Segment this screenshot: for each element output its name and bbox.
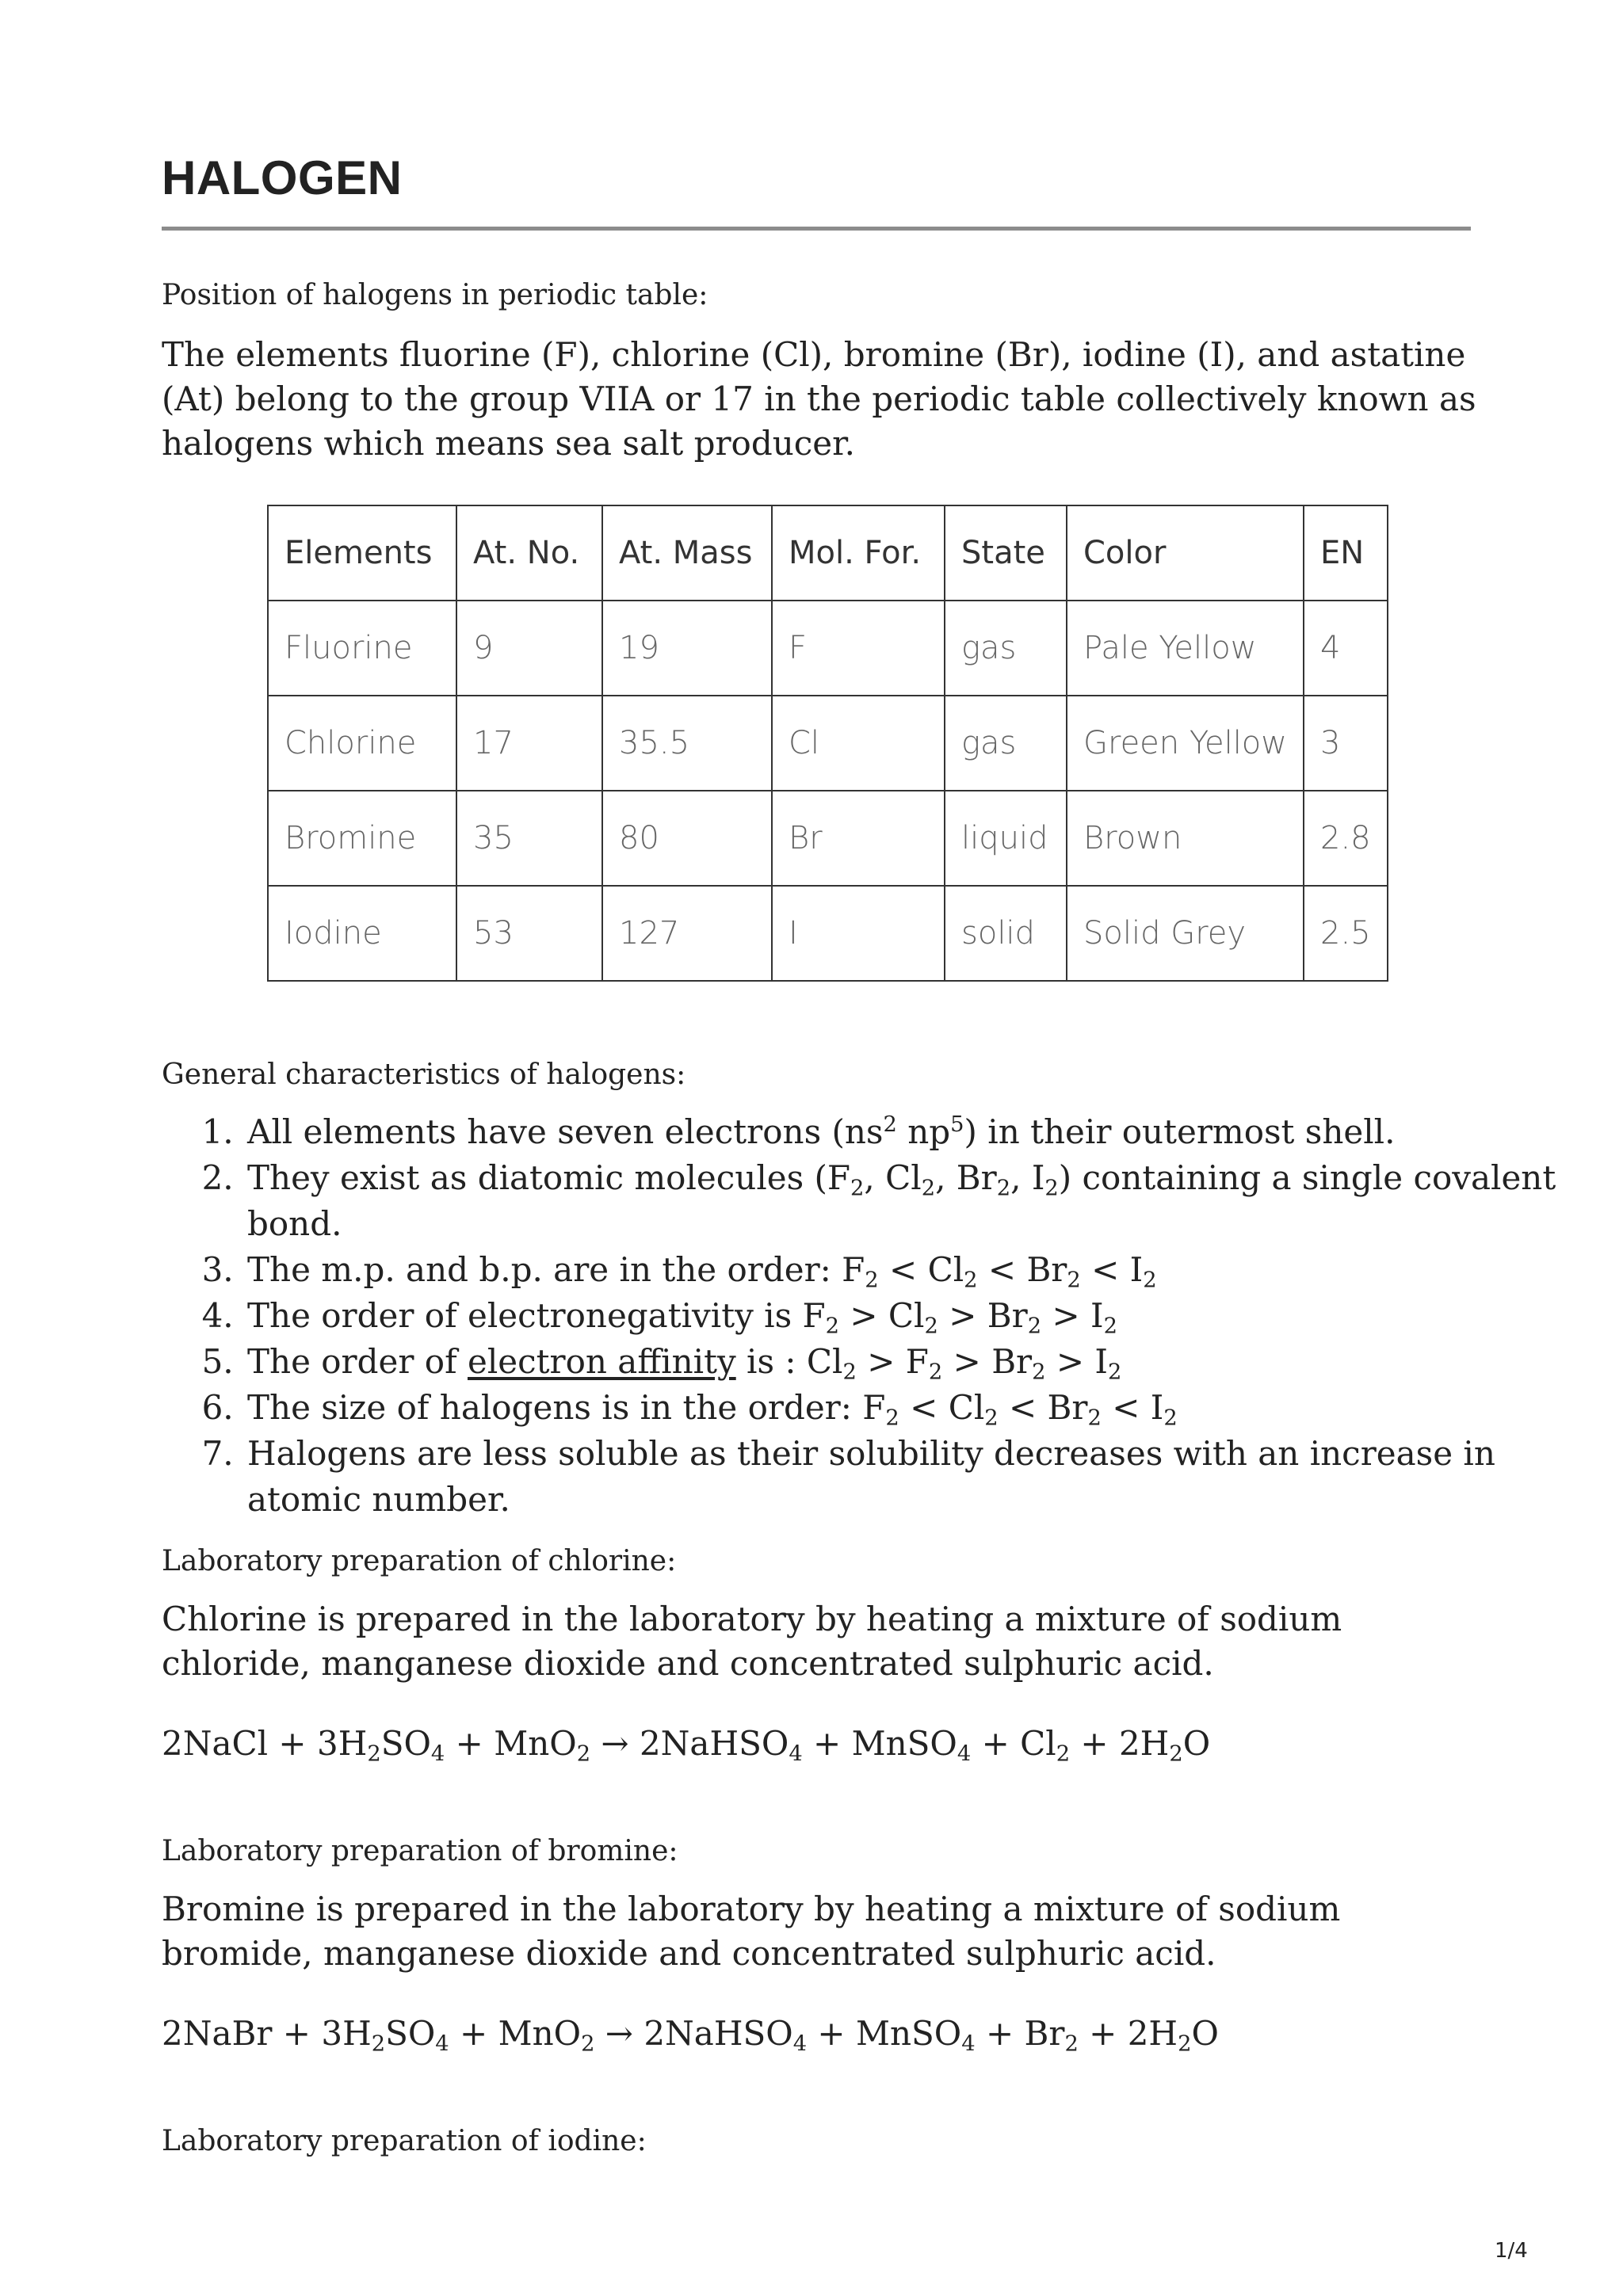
- list-item: 7. Halogens are less soluble as their solubility decreases with an increase in atomic number.: [244, 1431, 1591, 1523]
- iodine-heading: Laboratory preparation of iodine:: [162, 2125, 647, 2157]
- table-row: [268, 696, 1388, 791]
- table-cell: liquid: [945, 791, 1067, 886]
- table-cell: Solid Grey: [1067, 886, 1304, 981]
- chlorine-heading: Laboratory preparation of chlorine:: [162, 1545, 677, 1577]
- table-row: [268, 601, 1388, 696]
- table-cell: 9: [456, 601, 602, 696]
- table-header-row: [268, 505, 1388, 601]
- table-cell: 53: [456, 886, 602, 981]
- table-cell: 17: [456, 696, 602, 791]
- table-cell: 2.5: [1304, 886, 1388, 981]
- table-cell: F: [772, 601, 945, 696]
- list-item: 4. The order of electronegativity is $F_2 > Cl_2 > Br_2 > I_2$: [244, 1293, 1591, 1339]
- position-paragraph: The elements fluorine (F), chlorine (Cl), bromine (Br), iodine (I), and astatine (At) belong to the group VIIA or 17 in the periodic table collectively known as halogens which means sea salt producer.: [162, 335, 1476, 463]
- table-cell: I: [772, 886, 945, 981]
- list-item: 5. The order of electron affinity is : $Cl_2 > F_2 > Br_2 > I_2$: [244, 1339, 1591, 1385]
- table-cell: Green Yellow: [1067, 696, 1304, 791]
- table-cell: Fluorine: [268, 601, 456, 696]
- table-cell: Chlorine: [268, 696, 456, 791]
- bromine-paragraph: Bromine is prepared in the laboratory by heating a mixture of sodium bromide, manganese dioxide and concentrated sulphuric acid.: [162, 1890, 1341, 1973]
- table-cell: 127: [602, 886, 772, 981]
- table-header-cell: At. No.: [456, 505, 602, 601]
- page-title: HALOGEN: [162, 151, 403, 204]
- table-header-cell: At. Mass: [602, 505, 772, 601]
- table-cell: 35.5: [602, 696, 772, 791]
- bromine-heading: Laboratory preparation of bromine:: [162, 1835, 678, 1867]
- general-heading: General characteristics of halogens:: [162, 1058, 686, 1091]
- halogen-table: [267, 505, 1388, 982]
- list-item: 1. All elements have seven electrons ($ns^2$ $np^5$) in their outermost shell.: [244, 1109, 1591, 1155]
- chlorine-paragraph: Chlorine is prepared in the laboratory by heating a mixture of sodium chloride, manganese dioxide and concentrated sulphuric acid.: [162, 1600, 1342, 1683]
- table-cell: 3: [1304, 696, 1388, 791]
- table-cell: gas: [945, 696, 1067, 791]
- table-row: [268, 886, 1388, 981]
- table-header-cell: Elements: [268, 505, 456, 601]
- position-heading: Position of halogens in periodic table:: [162, 279, 708, 311]
- page-number: 1/4: [1495, 2239, 1528, 2263]
- table-cell: 19: [602, 601, 772, 696]
- table-cell: Bromine: [268, 791, 456, 886]
- table-cell: 2.8: [1304, 791, 1388, 886]
- table-cell: Iodine: [268, 886, 456, 981]
- characteristics-list: [162, 1109, 1591, 1523]
- title-divider: [162, 227, 1471, 231]
- list-item: 6. The size of halogens is in the order: $F_2 < Cl_2 < Br_2 < I_2$: [244, 1385, 1591, 1431]
- table-cell: Brown: [1067, 791, 1304, 886]
- table-cell: 4: [1304, 601, 1388, 696]
- list-item: 3. The m.p. and b.p. are in the order: $F_2 < Cl_2 < Br_2 < I_2$: [244, 1247, 1591, 1293]
- table-cell: 80: [602, 791, 772, 886]
- table-cell: Pale Yellow: [1067, 601, 1304, 696]
- table-body: [268, 601, 1388, 981]
- table-cell: solid: [945, 886, 1067, 981]
- chlorine-equation: 2NaCl + $3H_2SO_4 + MnO_2$ → 2NaHSO$_4$ + MnSO$_4$ + $Cl_2 + 2H_2O$: [162, 1724, 1211, 1767]
- table-header-cell: Mol. For.: [772, 505, 945, 601]
- table-cell: Cl: [772, 696, 945, 791]
- table-header-cell: State: [945, 505, 1067, 601]
- bromine-equation: 2NaBr + $3H_2SO_4 + MnO_2$ → 2NaHSO$_4$ + MnSO$_4$ + $Br_2 + 2H_2O$: [162, 2014, 1219, 2057]
- list-item: 2. They exist as diatomic molecules ($F_2$, $Cl_2$, $Br_2$, $I_2$) containing a single covalent bond.: [244, 1155, 1591, 1247]
- table-cell: Br: [772, 791, 945, 886]
- table-cell: 35: [456, 791, 602, 886]
- table-row: [268, 791, 1388, 886]
- table-cell: gas: [945, 601, 1067, 696]
- table-header-cell: EN: [1304, 505, 1388, 601]
- table-header-cell: Color: [1067, 505, 1304, 601]
- electron-affinity-link[interactable]: electron affinity: [467, 1342, 736, 1381]
